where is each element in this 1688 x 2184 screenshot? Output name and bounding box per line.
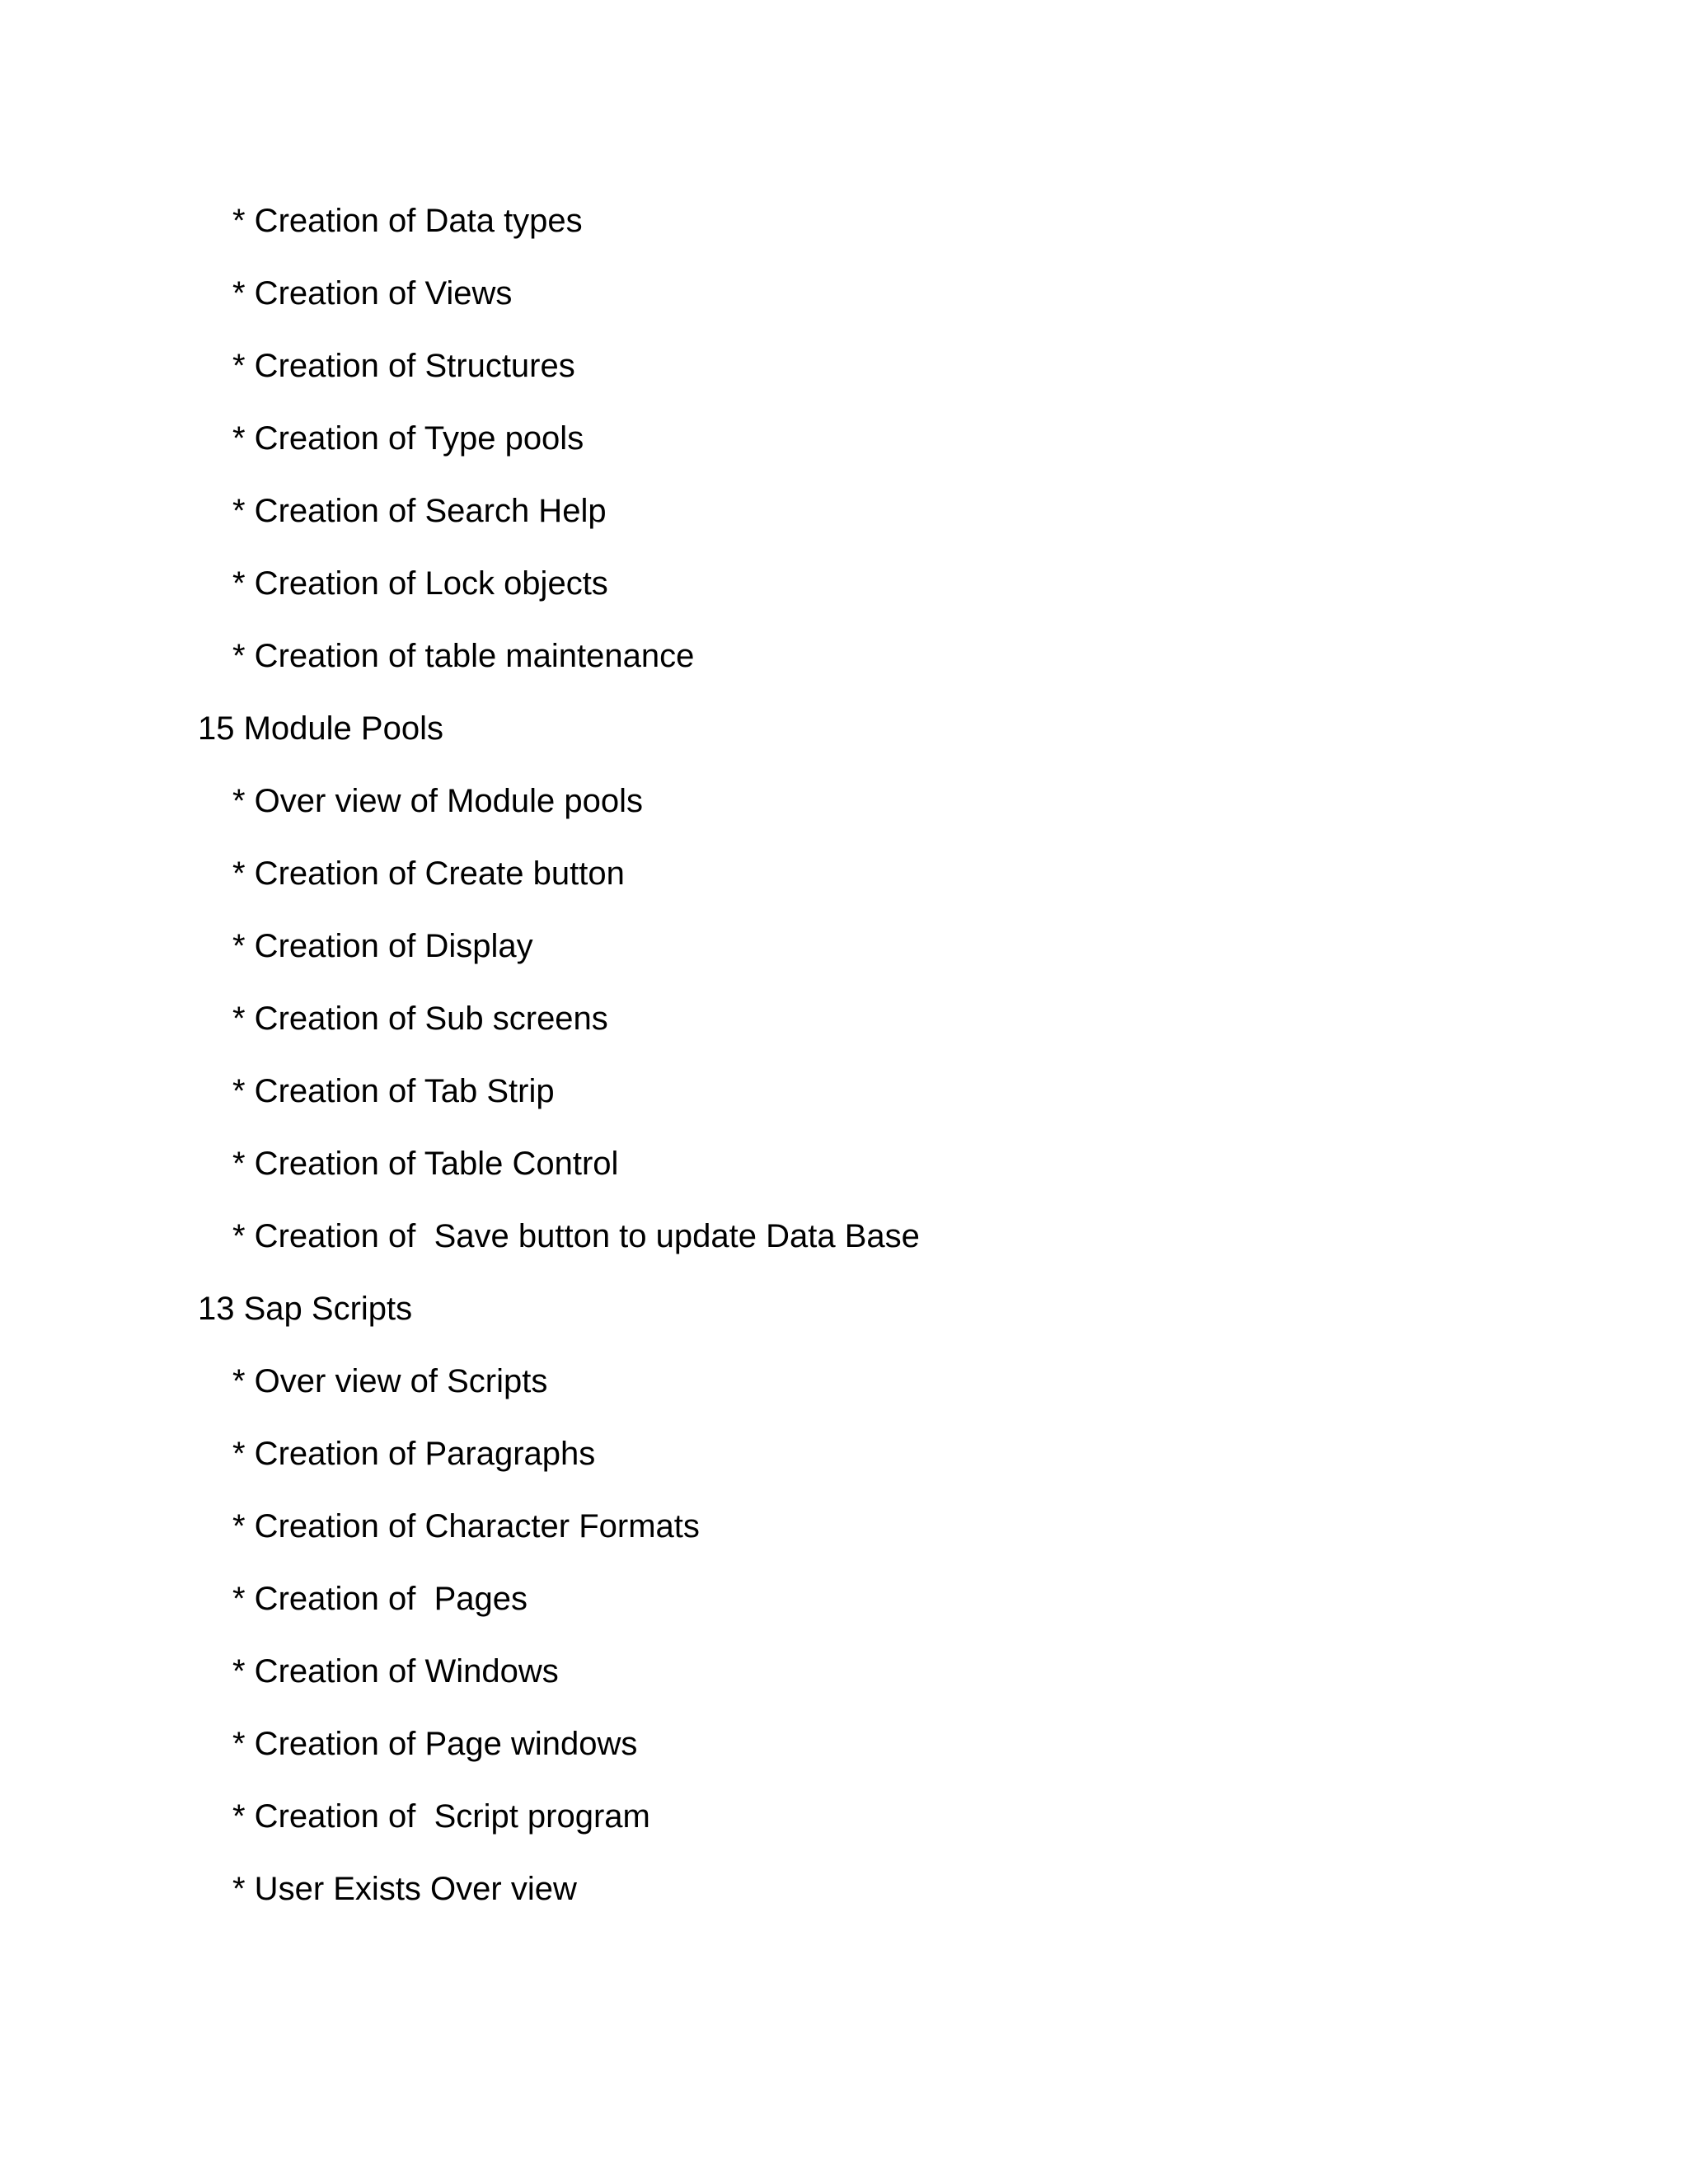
list-item: * Creation of Page windows <box>232 1726 638 1762</box>
list-item: * Creation of Search Help <box>232 493 607 529</box>
list-item: * Creation of Character Formats <box>232 1508 700 1544</box>
list-item: * Creation of Tab Strip <box>232 1073 555 1109</box>
list-item: * Creation of Save button to update Data Base <box>232 1218 920 1254</box>
list-item: * Creation of Script program <box>232 1798 650 1835</box>
list-item: * Creation of Paragraphs <box>232 1436 596 1472</box>
list-item: * Creation of Structures <box>232 348 575 384</box>
list-item: * User Exists Over view <box>232 1871 577 1907</box>
section-heading-module-pools: 15 Module Pools <box>198 710 443 747</box>
list-item: * Over view of Module pools <box>232 783 644 819</box>
list-item: * Creation of Pages <box>232 1581 528 1617</box>
list-item: * Creation of Lock objects <box>232 565 608 602</box>
section-heading-sap-scripts: 13 Sap Scripts <box>198 1291 413 1327</box>
list-item: * Creation of Display <box>232 928 533 964</box>
list-item: * Creation of Windows <box>232 1653 559 1690</box>
list-item: * Creation of Views <box>232 275 513 312</box>
list-item: * Creation of table maintenance <box>232 638 695 674</box>
list-item: * Over view of Scripts <box>232 1363 548 1399</box>
list-item: * Creation of Sub screens <box>232 1001 608 1037</box>
list-item: * Creation of Table Control <box>232 1146 619 1182</box>
list-item: * Creation of Type pools <box>232 420 584 457</box>
list-item: * Creation of Data types <box>232 203 583 239</box>
list-item: * Creation of Create button <box>232 855 625 892</box>
document-body <box>198 193 920 1933</box>
